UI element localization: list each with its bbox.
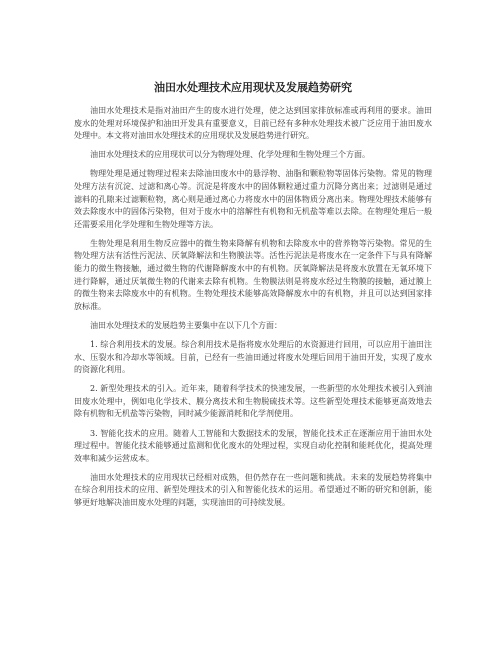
paragraph-intro: 油田水处理技术是指对油田产生的废水进行处理，使之达到国家排放标准或再利用的要求。油田废水的处理对环境保护和油田开发具有重要意义，目前已经有多种水处理技术被广泛应用于油田废水处理中。本文将对油田水处理技术的应用现状及发展趋势进行研究。 (74, 106, 432, 141)
paragraph-physical-treatment: 物理处理是通过物理过程来去除油田废水中的悬浮物、油脂和颗粒物等固体污染物。常见的物理处理方法有沉淀、过滤和离心等。沉淀是将废水中的固体颗粒通过重力沉降分离出来；过滤则是通过滤料的孔隙来过滤颗粒物，离心则是通过离心力将废水中的固体物质分离出来。物理处理技术能够有效去除废水中的固体污染物，但对于废水中的溶解性有机物和无机盐等难以去除。在物理处理后一般还需要采用化学处理和生物处理等方法。 (74, 169, 432, 229)
paragraph-trend-1: 1. 综合利用技术的发展。综合利用技术是指将废水处理后的水资源进行回用，可以应用于油田注水、压裂水和冷却水等领域。目前，已经有一些油田通过将废水处理后回用于油田开发，实现了废水的资源化利用。 (74, 340, 432, 375)
paragraph-conclusion: 油田水处理技术的应用现状已经相对成熟，但仍然存在一些问题和挑战。未来的发展趋势将集中在综合利用技术的应用、新型处理技术的引入和智能化技术的运用。希望通过不断的研究和创新，能够更好地解决油田废水处理的问题，实现油田的可持续发展。 (74, 472, 432, 508)
paragraph-trend-2: 2. 新型处理技术的引入。近年来，随着科学技术的快速发展，一些新型的水处理技术被引入到油田废水处理中，例如电化学技术、膜分离技术和生物脱硫技术等。这些新型处理技术能够更高效地去除有机物和无机盐等污染物，同时减少能源消耗和化学剂使用。 (74, 384, 432, 419)
paragraph-trends-intro: 油田水处理技术的发展趋势主要集中在以下几个方面： (90, 320, 282, 330)
paragraph-biological-treatment: 生物处理是利用生物反应器中的微生物来降解有机物和去除废水中的营养物等污染物。常见的生物处理方法有活性污泥法、厌氧降解法和生物膜法等。活性污泥法是将废水在一定条件下与具有降解能力的微生物接触，通过微生物的代谢降解废水中的有机物。厌氧降解法是将废水放置在无氧环境下进行降解，通过厌氧微生物的代谢来去除有机物。生物膜法则是将废水经过生物膜的接触，通过膜上的微生物来去除废水中的有机物。生物处理技术能够高效降解废水中的有机物，并且可以达到国家排放标准。 (74, 238, 432, 311)
paragraph-overview: 油田水处理技术的应用现状可以分为物理处理、化学处理和生物处理三个方面。 (90, 150, 370, 160)
paragraph-trend-3: 3. 智能化技术的应用。随着人工智能和大数据技术的发展，智能化技术正在逐渐应用于油田水处理过程中。智能化技术能够通过监测和优化废水的处理过程，实现自动化控制和能耗优化，提高处理效率和减少运营成本。 (74, 428, 432, 463)
document-title: 油田水处理技术应用现状及发展趋势研究 (154, 81, 352, 94)
